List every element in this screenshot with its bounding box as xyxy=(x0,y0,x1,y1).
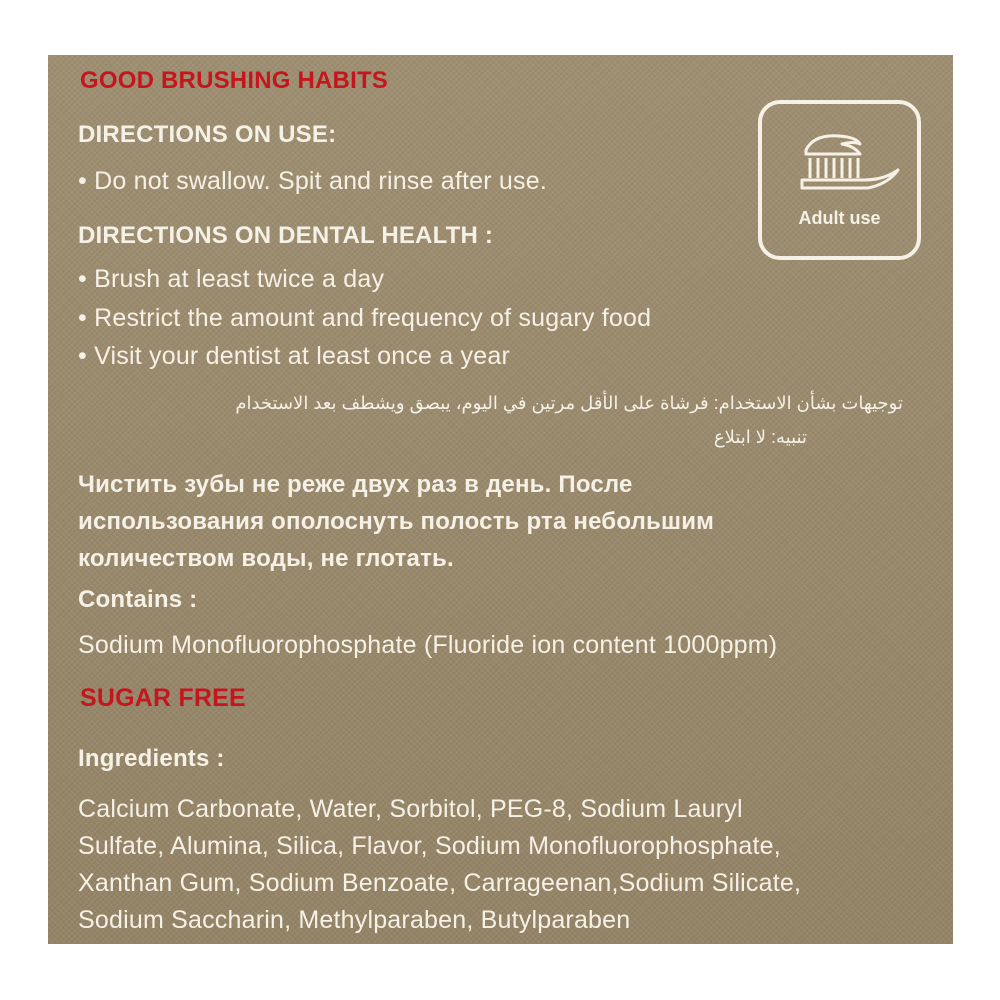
contains-title: Contains : xyxy=(78,586,198,613)
directions-health-item: • Visit your dentist at least once a year xyxy=(78,342,510,370)
ingredients-title: Ingredients : xyxy=(78,745,225,772)
arabic-directions-line: توجيهات بشأن الاستخدام: فرشاة على الأقل مرتين في اليوم، يبصق ويشطف بعد الاستخدام xyxy=(235,393,903,413)
directions-use-title: DIRECTIONS ON USE: xyxy=(78,121,337,148)
adult-use-label: Adult use xyxy=(798,208,881,228)
adult-use-badge xyxy=(758,100,921,260)
ingredients-line: Sulfate, Alumina, Silica, Flavor, Sodium Monofluorophosphate, xyxy=(78,832,781,860)
ingredients-line: Calcium Carbonate, Water, Sorbitol, PEG-8, Sodium Lauryl xyxy=(78,795,743,823)
sugar-free-label: SUGAR FREE xyxy=(80,684,246,712)
contains-text: Sodium Monofluorophosphate (Fluoride ion content 1000ppm) xyxy=(78,631,778,659)
ingredients-line: Xanthan Gum, Sodium Benzoate, Carrageenan,Sodium Silicate, xyxy=(78,869,802,897)
directions-use-item: • Do not swallow. Spit and rinse after use. xyxy=(78,167,547,195)
good-brushing-heading: GOOD BRUSHING HABITS xyxy=(80,67,389,94)
directions-health-item: • Brush at least twice a day xyxy=(78,265,385,293)
russian-directions-line: количеством воды, не глотать. xyxy=(78,545,454,572)
arabic-warning-line: تنبيه: لا ابتلاع xyxy=(713,427,807,447)
directions-health-item: • Restrict the amount and frequency of sugary food xyxy=(78,304,652,332)
directions-health-title: DIRECTIONS ON DENTAL HEALTH : xyxy=(78,222,494,249)
ingredients-line: Sodium Saccharin, Methylparaben, Butylparaben xyxy=(78,906,631,934)
label-panel xyxy=(48,55,953,944)
russian-directions-line: Чистить зубы не реже двух раз в день. После xyxy=(78,471,633,498)
russian-directions-line: использования ополоснуть полость рта небольшим xyxy=(78,508,715,535)
